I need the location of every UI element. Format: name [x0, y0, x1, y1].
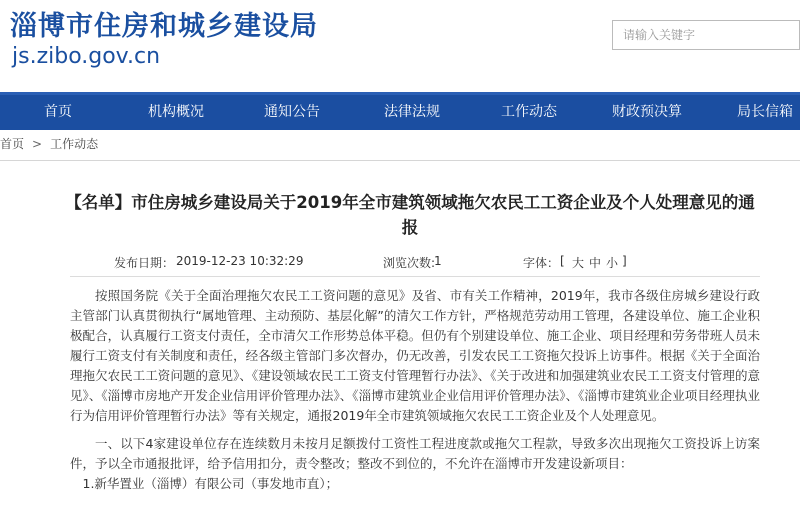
site-domain: js.zibo.gov.cn — [12, 44, 161, 69]
nav-item-home[interactable]: 首页 — [44, 104, 72, 120]
article-paragraph: 一、以下4家建设单位存在连续数月未按月足额拨付工资性工程进度款或拖欠工程款，导致多次出现拖欠工资投诉上访案件，予以全市通报批评，给予信用扣分，责令整改；整改不到位的，不允许在淄博市开发建设新项目： — [70, 436, 760, 471]
divider — [70, 276, 760, 277]
views-label: 浏览次数: — [383, 256, 436, 270]
breadcrumb-separator: > — [32, 137, 43, 151]
nav-item-about[interactable]: 机构概况 — [148, 104, 204, 120]
views-count: 1 — [434, 254, 442, 268]
article-paragraph: 按照国务院《关于全面治理拖欠农民工工资问题的意见》及省、市有关工作精神，2019年，我市各级住房城乡建设行政主管部门认真贯彻执行“属地管理、主动预防、基层化解”的清欠工作方针，严格规范劳动用工管理，各建设单位、施工企业积极配合，认真履行工资支付责任，全市清欠工作形势总体平稳。但仍有个别建设单位、施工企业、项目经理和劳务带班人员未履行工资支付有关制度和责任，经各级主管部门多次督办，仍无改善，引发农民工工资拖欠投诉上访事件。根据《关于全面治理拖欠农民工工资问题的意见》、《建设领域农民工工资支付管理暂行办法》、《关于改进和加强建筑业农民工工资支付管理的意见》、《淄博市房地产开发企业信用评价管理办法》、《淄博市建筑业企业信用评价管理办法》、《淄博市建筑业企业项目经理执业行为信用评价管理暂行办法》等有关规定，通报2019年全市建筑领域拖欠农民工工资企业及个人处理意见。 — [70, 288, 760, 423]
breadcrumb-home[interactable]: 首页 — [0, 137, 25, 151]
nav-item-news[interactable]: 工作动态 — [501, 104, 557, 120]
font-small-link[interactable]: 小 — [606, 256, 619, 270]
publish-label: 发布日期： — [114, 256, 175, 270]
main-nav — [0, 92, 800, 130]
breadcrumb — [0, 136, 800, 154]
font-large-link[interactable]: 大 — [572, 256, 585, 270]
search-box — [612, 20, 800, 50]
article-content — [70, 286, 760, 494]
nav-item-laws[interactable]: 法律法规 — [384, 104, 440, 120]
site-title[interactable]: 淄博市住房和城乡建设局 — [10, 11, 318, 42]
breadcrumb-current[interactable]: 工作动态 — [50, 137, 99, 151]
font-medium-link[interactable]: 中 — [589, 256, 602, 270]
divider — [0, 160, 800, 161]
nav-item-budget[interactable]: 财政预决算 — [612, 104, 682, 120]
search-input[interactable] — [613, 21, 799, 49]
nav-item-mailbox[interactable]: 局长信箱 — [737, 104, 793, 120]
site-header — [0, 0, 800, 92]
publish-date: 2019-12-23 10:32:29 — [176, 254, 304, 268]
article-title: 【名单】市住房城乡建设局关于2019年全市建筑领域拖欠农民工工资企业及个人处理意见的通报 — [65, 193, 755, 237]
font-label: 字体： — [523, 256, 560, 270]
font-bracket-close: ] — [622, 254, 627, 268]
nav-item-notices[interactable]: 通知公告 — [264, 104, 320, 120]
font-bracket-open: [ — [560, 254, 565, 268]
article-meta — [0, 254, 800, 274]
article-paragraph: 1.新华置业（淄博）有限公司（事发地市直）； — [82, 476, 339, 491]
